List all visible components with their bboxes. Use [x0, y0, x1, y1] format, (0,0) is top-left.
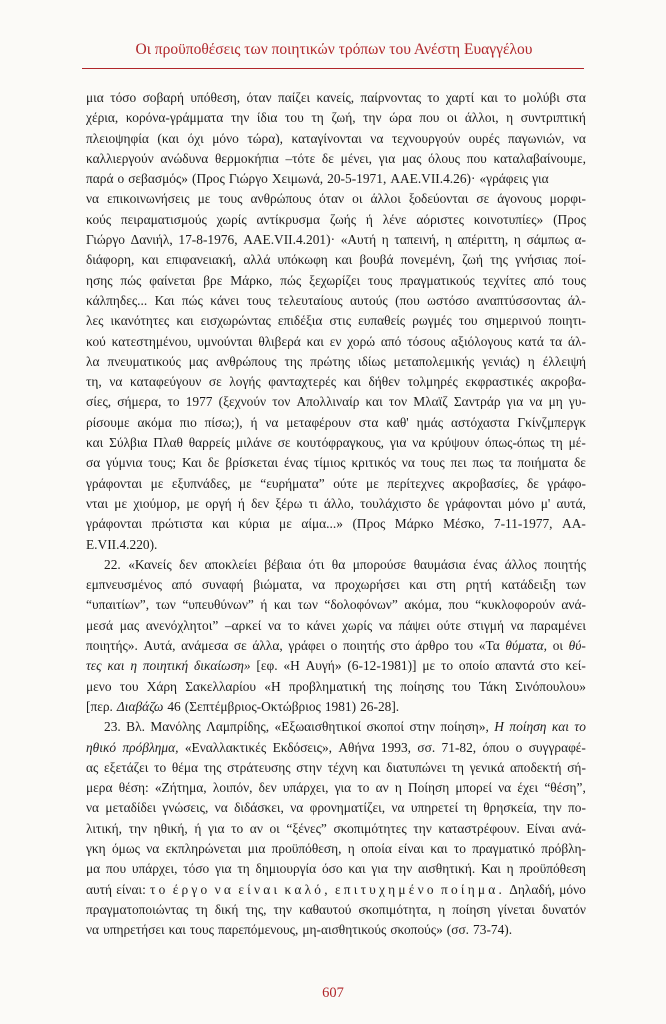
text-line: νται με χιούμορ, με οργή ή δεν ξέρω τι άλλο, τουλάχιστο δε γράφονται μόνο μ' αυτά, — [86, 495, 586, 511]
text-line: σίες, σήμερα, το 1977 (ξεχνούν τον Απολλιναίρ και τον Μλαϊζ Σαντράρ για να μη γυ- — [86, 394, 586, 410]
text-line: να μεταδίδει γνώσεις, να διδάσκει, να φρονηματίζει, να υπηρετεί τη θρησκεία, την πο- — [86, 800, 586, 816]
text-line: σα γύμνια τους; Και δε βρίσκεται ένας τίμιος κριτικός να τους πει πως τα ποιήματα δε — [86, 455, 586, 471]
text-line: εμπνευσμένος από συναφή βιώματα, να προχωρήσει και στη ρητή κατάδειξη των — [86, 577, 586, 593]
text-line: πλειοψηφία (και όχι μόνο τώρα), καταγίνονται να τεχνουργούν ουρές παγωνιών, να — [86, 130, 586, 146]
text-line: διάφορη, και επιφανειακή, αλλά υπόκωφη και βουβά πονεμένη, ζωή της γνήσιας ποί- — [86, 252, 586, 268]
text-line: λες ικανότητες και εισχωρώντας επιδέξια στις ευπαθείς ρωγμές του σημερινού ποιητι- — [86, 313, 586, 329]
text-line: γκη όμως να εκπληρώνεται μια προϋπόθεση, η οποία είναι και το πραγματικό πρόβλη- — [86, 840, 586, 856]
text-line: “υπαιτίων”, των “υπευθύνων” ή και των “δολοφόνων” ακόμα, που “κυκλοφορούν ανά- — [86, 597, 586, 613]
text-line: ποιητής». Αυτά, ανάμεσα σε άλλα, γράφει ο ποιητής στο άρθρο του «Τα θύματα, οι θύ- — [86, 638, 586, 654]
text-line: Γιώργο Δανιήλ, 17-8-1976, ΑΑΕ.VII.4.201)· «Αυτή η ταπεινή, η απέριττη, η σάμπως α- — [86, 232, 586, 248]
text-line: ας εξετάζει το θέμα της στράτευσης στην τέχνη και διατυπώνει τη γενικά αποδεκτή σή- — [86, 759, 586, 775]
text-line: γράφονται με εξυπνάδες, με “ευρήματα” ούτε με περίτεχνες ακροβασίες, δε γράφο- — [86, 475, 586, 491]
text-line: τες και η ποιητική δικαίωση» [εφ. «Η Αυγή» (6-12-1981)] με το οποίο απαντά στο κεί- — [86, 658, 586, 674]
header-rule — [82, 68, 584, 69]
text-line: ρίσουμε ακόμα πιο πίσω;), ή να μεταφέρουν στα καθ' ημάς αστόχαστα Γκίνζμπεργκ — [86, 414, 586, 430]
text-line: γράφονται πρώτιστα και κύρια με αίμα...» (Προς Μάρκο Μέσκο, 7-11-1977, ΑΑ- — [86, 516, 586, 532]
text-line: καλλιεργούν ανώδυνα θερμοκήπια –τότε δε μένει, για μας όλους που καταλαβαίνουμε, — [86, 150, 586, 166]
text-line: ησης πώς φαίνεται βρε Μάρκο, πώς ξεχωρίζει τους πραγματικούς τεχνίτες από τους — [86, 272, 586, 288]
text-line: μια τόσο σοβαρή υπόθεση, όταν παίζει κανείς, παίρνοντας το χαρτί και το μολύβι στα — [86, 90, 586, 105]
text-line: ηθικό πρόβλημα, «Εναλλακτικές Εκδόσεις», Αθήνα 1993, σσ. 71-82, όπου ο συγγραφέ- — [86, 739, 586, 755]
text-line: [περ. Διαβάζω 46 (Σεπτέμβριος-Οκτώβριος 1981) 26-28]. — [86, 698, 400, 714]
text-line: να επικοινωνήσεις με τους ανθρώπους όταν οι άλλοι ξοδεύονται σε άγονους μορφι- — [86, 191, 586, 207]
text-line: τη, να καταφεύγουν σε λογής φανταχτερές και δήθεν τολμηρές εκφραστικές ακροβα- — [86, 374, 586, 390]
text-line: πραγματοποιώντας τη δική της, την καθαυτού σκοπιμότητα, η ποίηση γίνεται δυνατόν — [86, 901, 586, 917]
text-line: αυτή είναι: το έργο να είναι καλό, επιτυχημένο ποίημα. Δηλαδή, μόνο — [86, 881, 586, 897]
text-line: 23. Βλ. Μανόλης Λαμπρίδης, «Εξωαισθητικοί σκοποί στην ποίηση», Η ποίηση και το — [104, 719, 586, 735]
text-line: μερα θέση: «Ζήτημα, λοιπόν, δεν υπάρχει, για το αν η Ποίηση μπορεί να έχει “θέση”, — [86, 780, 586, 796]
text-line: μενο του Χάρη Σακελλαρίου «Η προβληματική της ποίησης του Τάκη Σινόπουλου» — [86, 678, 586, 694]
text-line: χέρια, κορόνα-γράμματα την ίδια του τη ζωή, την ώρα που οι άλλοι, η συντριπτική — [86, 110, 586, 126]
text-line: κάλπηδες... Και πώς κάνει τους τελευταίους αυτούς (που ωστόσο αναπτύσσοντας άλ- — [86, 292, 586, 308]
text-line: μα που υπάρχει, τόσο για τη δημιουργία όσο και για την αισθητική. Και η προϋπόθεση — [86, 861, 586, 877]
text-line: να υπηρετήσει και τους παρεπόμενους, μη-αισθητικούς σκοπούς» (σσ. 73-74). — [86, 922, 513, 938]
text-line: Ε.VII.4.220). — [86, 536, 158, 552]
running-head: Οι προϋποθέσεις των ποιητικών τρόπων του Ανέστη Ευαγγέλου — [135, 41, 533, 58]
text-line: παρά ο σεβασμός» (Προς Γιώργο Χειμωνά, 20-5-1971, ΑΑΕ.VII.4.26)· «γράφεις για — [86, 171, 549, 187]
text-line: λα πνευματικούς μας ανθρώπους της πρώτης ιδίως μεταπολεμικής γενιάς) η έλλειψή — [86, 353, 586, 369]
page-number: 607 — [322, 985, 344, 1001]
text-line: κού κατεστημένου, υμνούνται θλιβερά και εν χορώ από τόσους αξιόλογους κατά τα άλ- — [86, 333, 586, 349]
text-line: 22. «Κανείς δεν αποκλείει βέβαια ότι θα μπορούσε θαυμάσια ένας άλλος ποιητής — [104, 556, 586, 572]
text-line: και Σύλβια Πλαθ θαρρείς μιλάνε σε κουτόφραγκους, για να κρύψουν όπως-όπως τη μέ- — [86, 435, 586, 451]
text-line: κούς πειραματισμούς χωρίς αντίκρυσμα ζωής ή λένε αόριστες κοινοτυπίες» (Προς — [86, 211, 586, 227]
footnotes-text — [86, 88, 586, 940]
text-line: λιτική, την ηθική, ή για το αν οι “ξένες” σκοπιμότητες την καταστρέφουν. Είναι ανά- — [86, 820, 586, 836]
text-line: μεσά μας ανενόχλητοι” –αρκεί να το κάνει χωρίς να πάψει ούτε στιγμή να παραμένει — [86, 617, 586, 633]
